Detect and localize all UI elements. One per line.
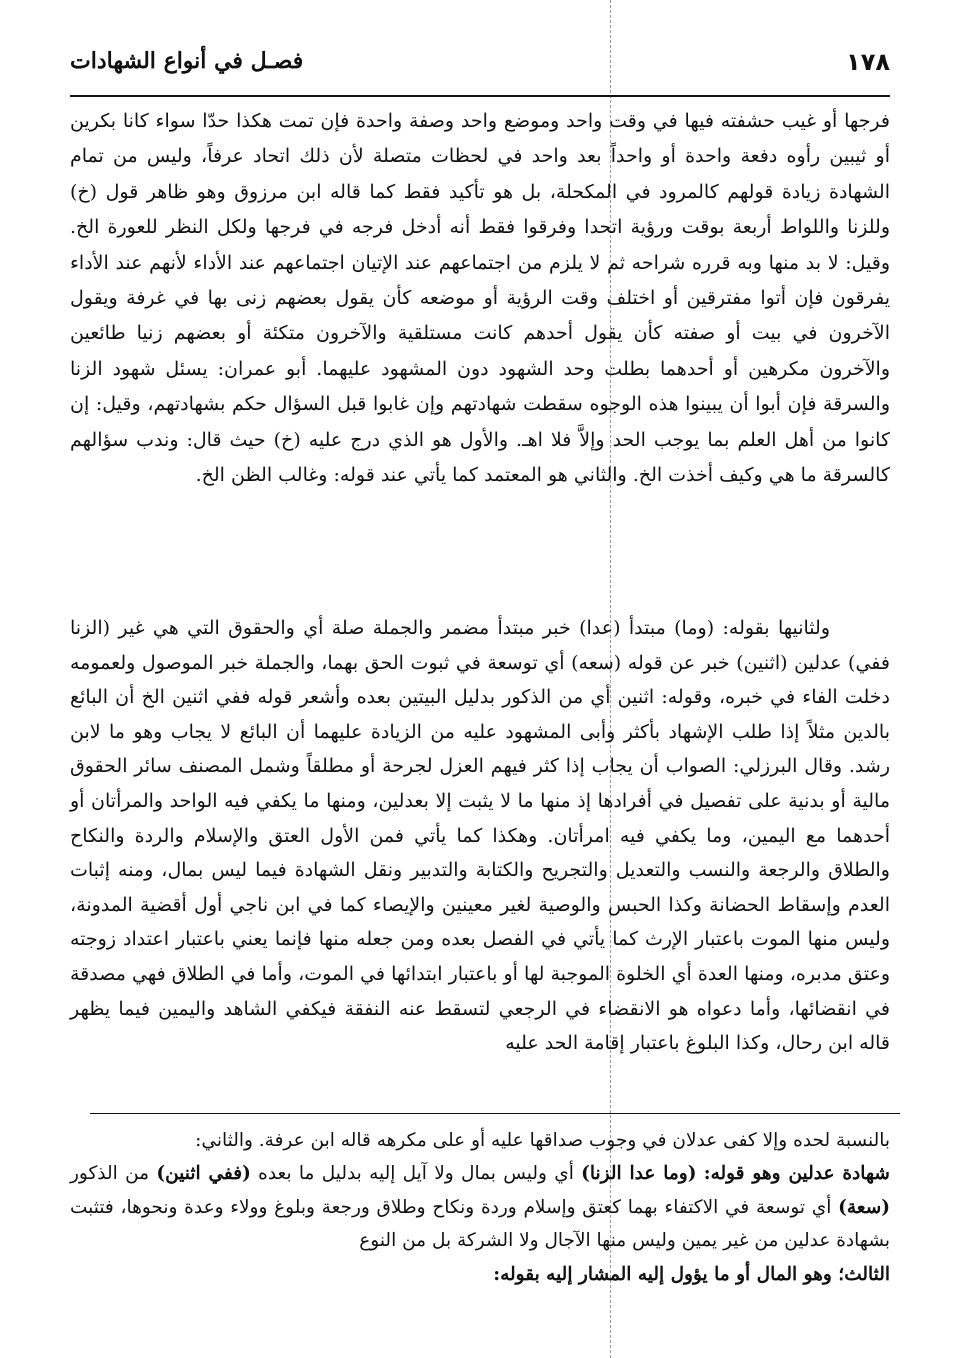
page-number: ١٧٨	[846, 48, 890, 76]
footnote-lead: شهادة عدلين وهو قوله:	[703, 1163, 890, 1185]
footnote-block	[70, 1124, 890, 1291]
footnote-middle: أي وليس بمال ولا آيل إليه بدليل ما بعده	[258, 1163, 574, 1185]
footnote-rule	[90, 1113, 900, 1114]
footnote-rest: أي توسعة في الاكتفاء بهما كعتق وإسلام وردة ونكاح وطلاق ورجعة وبلوغ وولاء وعدة ونحوها، فتثبت بشهادة عدلين من غير يمين وليس منها الآجال ولا الشركة بل من النوع	[70, 1196, 890, 1252]
footnote-paragraph	[70, 1124, 890, 1291]
footnote-last-line: الثالث؛ وهو المال أو ما يؤول إليه المشار إليه بقوله:	[493, 1263, 890, 1285]
page-header	[70, 44, 890, 88]
footnote-quote-2: (ففي اثنين)	[156, 1163, 251, 1185]
second-section-text: ولثانيها بقوله: (وما) مبتدأ (عدا) خبر مبتدأ مضمر والجملة صلة أي والحقوق التي هي غير (الزنا ففي) عدلين (اثنين) خبر عن قوله (سعه) أي توسعة في ثبوت الحق بهما، والجملة خبر الموصول ولعمومه دخلت الفاء في خبره، وقوله: اثنين أي من الذكور بدليل البيتين بعده وأشعر قوله ففي اثنين الخ أن البائع بالدين مثلاً إذا طلب الإشهاد بأكثر وأبى المشهود عليه من الزيادة عليهما أن البائع لا يجاب وهو ما لابن رشد. وقال البرزلي: الصواب أن يجاب إذا كثر فيهم العزل لجرحة أو مطلقاً وشمل المصنف سائر الحقوق مالية أو بدنية على تفصيل في أفرادها إذ منها ما لا يثبت إلا بعدلين، ومنها ما يكفي فيه الواحد والمرأتان أو أحدهما مع اليمين، وما يكفي فيه امرأتان. وهكذا كما يأتي فمن الأول العتق والإسلام والردة والنكاح والطلاق والرجعة والنسب والتعديل والتجريح والكتابة والتدبير ونقل الشهادة فيما ليس بمال، ومنه إثبات العدم وإسقاط الحضانة وكذا الحبس والوصية لغير معينين والإيصاء كما في ابن ناجي أول أقضية المدونة، وليس منها الموت باعتبار الإرث كما يأتي في الفصل بعده ومن جعله منها فإنما يعني باعتبار اعتداد زوجته وعتق مدبره، ومنها العدة أي الخلوة الموجبة لها أو باعتبار ابتدائها في الموت، وأما في الطلاق فهي مصدقة في انقضائها، وأما دعواه هو الانقضاء في الرجعي لتسقط عنه النفقة فيكفي الشاهد واليمين فيما يظهر قاله ابن رحال، وكذا البلوغ باعتبار إقامة الحد عليه	[70, 617, 890, 1055]
footnote-quote-3: (سعة)	[838, 1196, 890, 1218]
footnote-line-1: بالنسبة لحده وإلا كفى عدلان في وجوب صداقها عليه أو على مكرهه قاله ابن عرفة. والثاني:	[195, 1130, 890, 1151]
footnote-quote-1: (وما عدا الزنا)	[581, 1163, 697, 1185]
second-section-paragraph	[70, 611, 890, 1061]
footnote-after: من الذكور	[70, 1163, 150, 1185]
header-rule	[70, 95, 890, 97]
running-title: فصـل في أنواع الشهادات	[70, 48, 304, 74]
main-text-block	[70, 104, 890, 493]
second-section-block	[70, 611, 890, 1061]
main-paragraph: فرجها أو غيب حشفته فيها في وقت واحد وموضع واحد وصفة واحدة فإن تمت هكذا حدّا سواء كانا بكرين أو ثيبين رأوه دفعة واحدة أو واحداً بعد واحد في لحظات متصلة لأن ذلك اتحاد عرفاً، وليس من تمام الشهادة زيادة قولهم كالمرود في المكحلة، بل هو تأكيد فقط كما قاله ابن مرزوق وهو ظاهر قول (خ) وللزنا واللواط أربعة بوقت ورؤية اتحدا وفرقوا فقط أنه أدخل فرجه في فرجها ولكل النظر للعورة الخ. وقيل: لا بد منها وبه قرره شراحه ثم لا يلزم من اجتماعهم عند الإتيان اجتماعهم عند الأداء لأنهم عند الأداء يفرقون فإن أتوا مفترقين أو اختلف وقت الرؤية أو موضعه كأن يقول بعضهم زنى بها في غرفة ويقول الآخرون في بيت أو صفته كأن يقول أحدهم كانت مستلقية والآخرون متكئة أو بعضهم زنيا طائعين والآخرون مكرهين أو أحدهما بطلت وحد الشهود دون المشهود عليهما. أبو عمران: يسئل شهود الزنا والسرقة فإن أبوا أن يبينوا هذه الوجوه سقطت شهادتهم وإن غابوا قبل السؤال حكم بشهادتهم، وقيل: إن كانوا من أهل العلم بما يوجب الحد وإلاَّ فلا اهـ. والأول هو الذي درج عليه (خ) حيث قال: وندب سؤالهم كالسرقة ما هي وكيف أخذت الخ. والثاني هو المعتمد كما يأتي عند قوله: وغالب الظن الخ.	[70, 110, 890, 487]
